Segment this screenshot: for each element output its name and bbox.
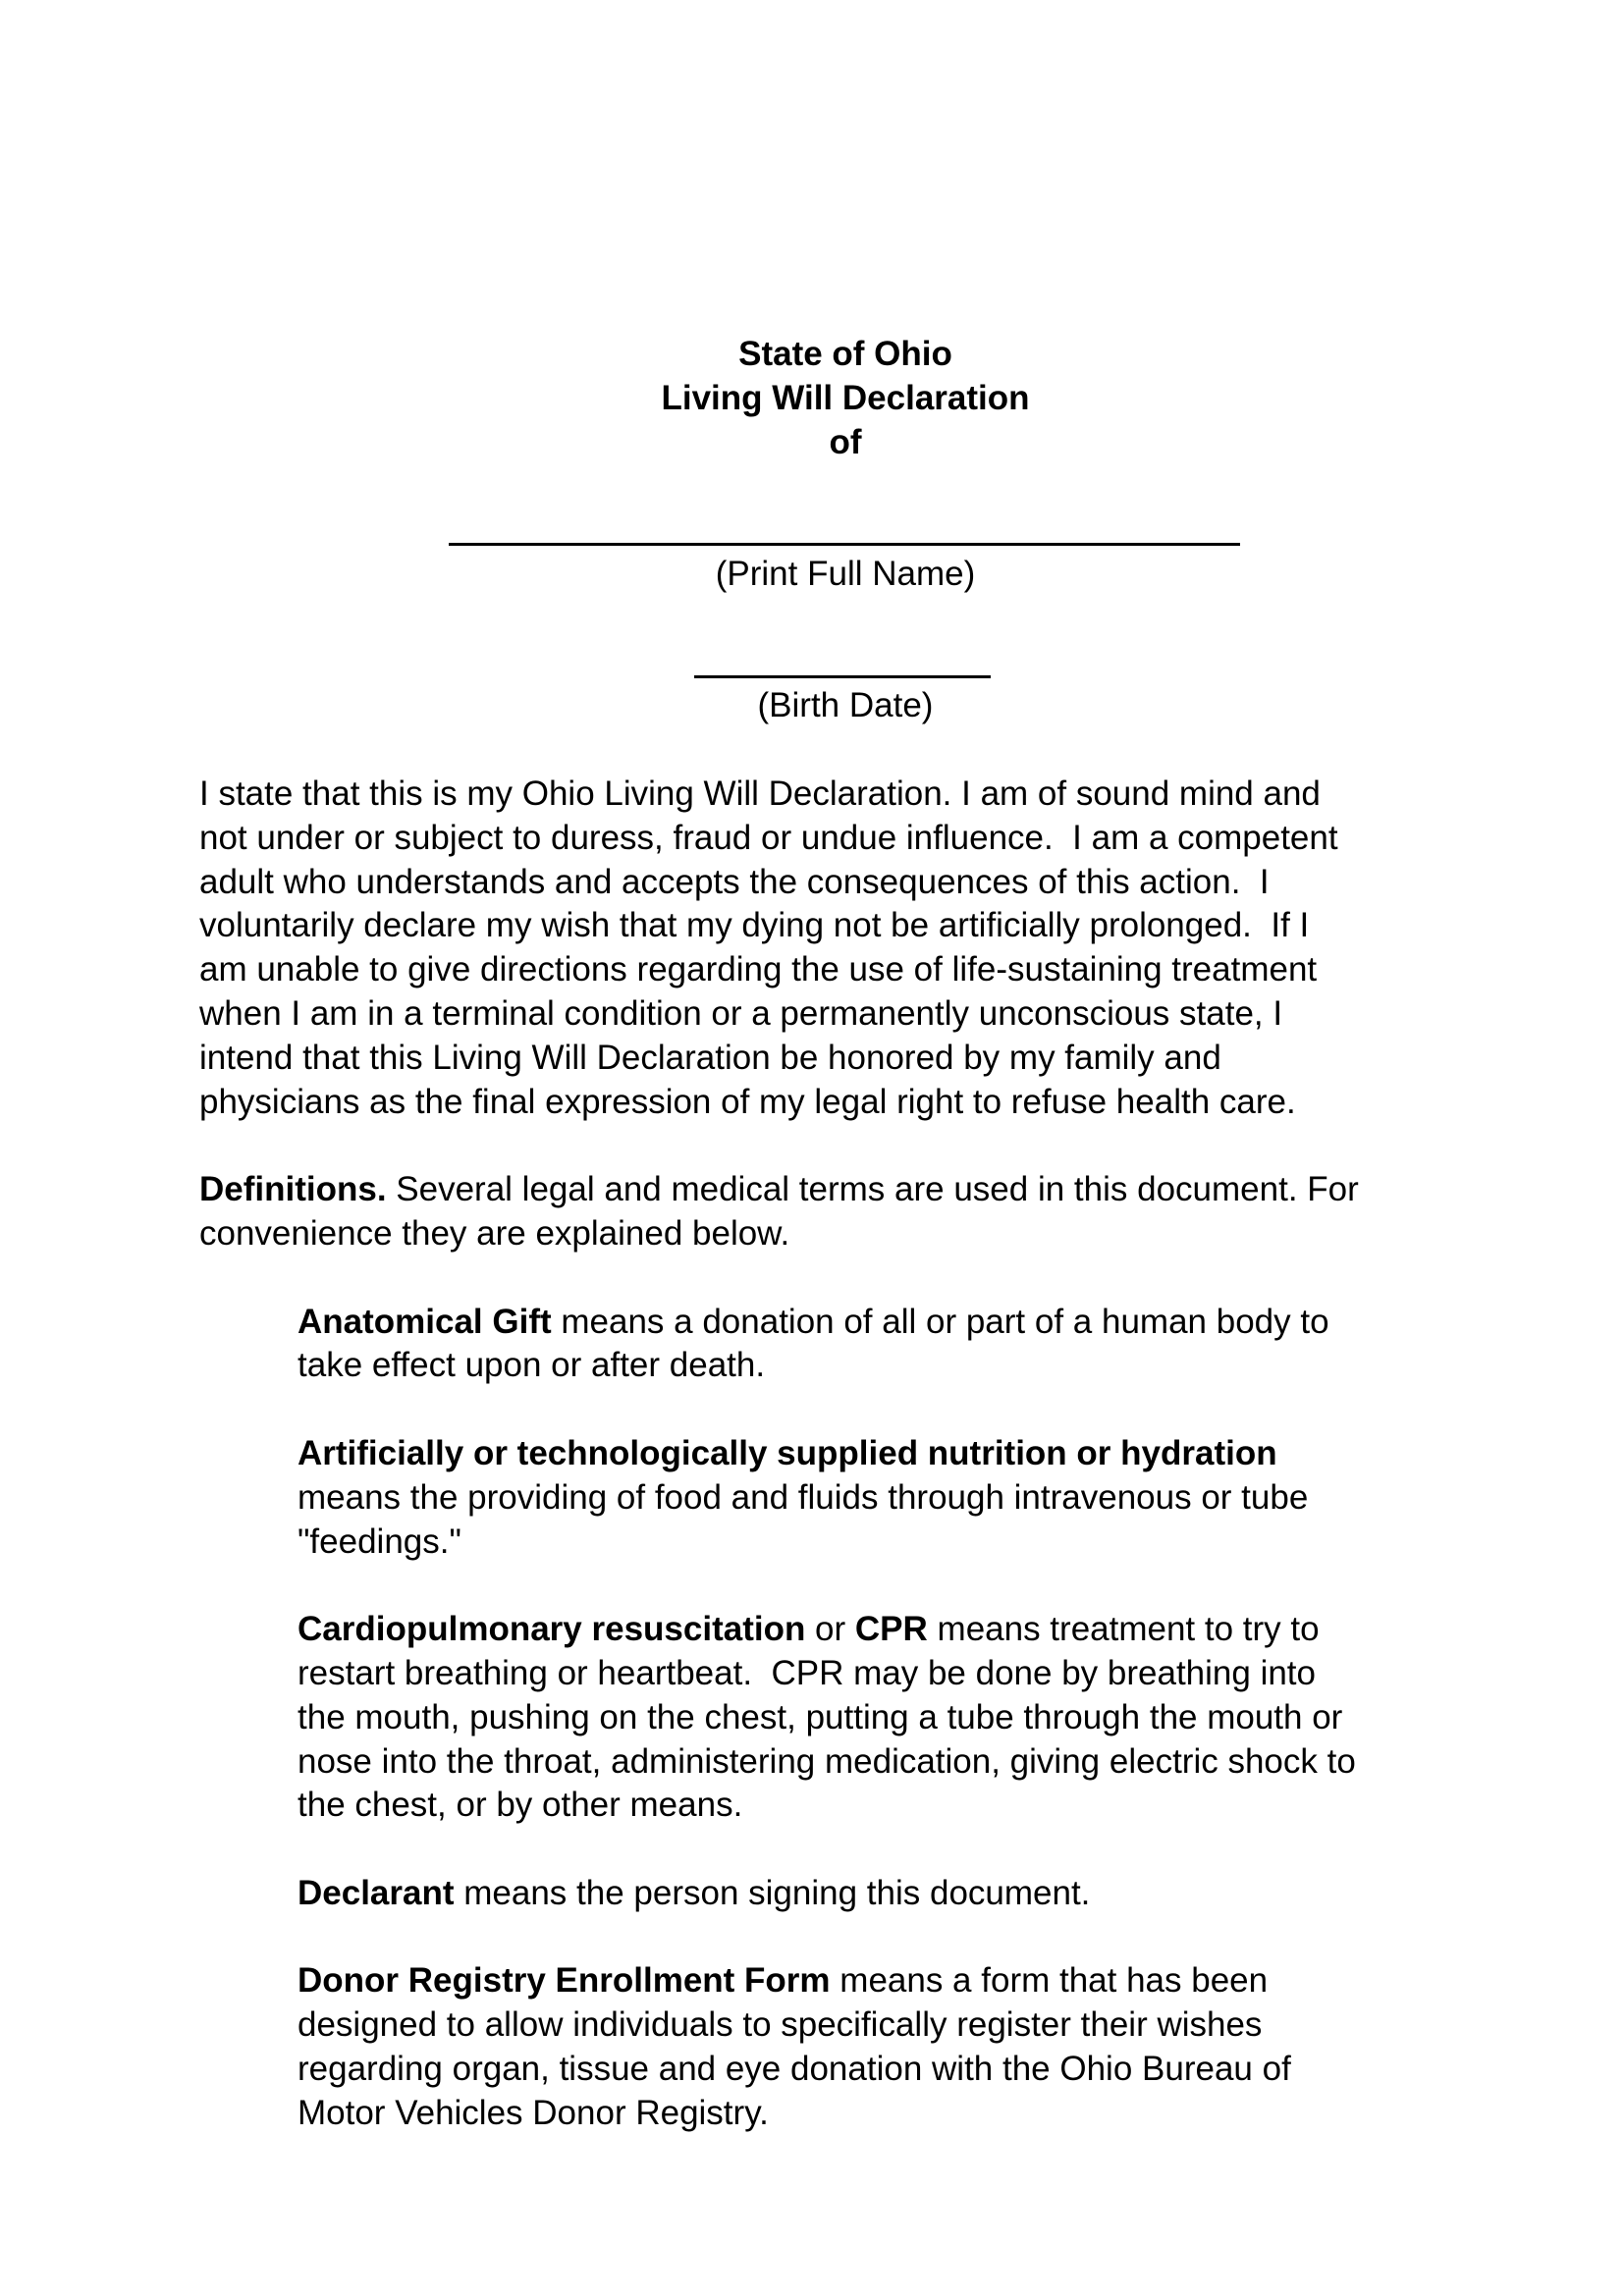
definition-donor-registry-form (199, 1959, 1495, 2135)
statement-line: not under or subject to duress, fraud or undue influence. I am a competent (199, 818, 1338, 857)
definition-line: nose into the throat, administering medication, giving electric shock to (298, 1741, 1356, 1781)
definition-term: Donor Registry Enrollment Form (298, 1961, 831, 2001)
full-name-label: (Print Full Name) (715, 554, 976, 593)
definitions-intro (199, 1168, 1495, 1256)
definition-anatomical-gift (199, 1301, 1495, 1389)
definitions-intro-line (199, 1168, 1495, 1212)
definition-line: designed to allow individuals to specifically register their wishes (298, 2005, 1263, 2045)
spacer (199, 728, 1495, 773)
definition-line (298, 1432, 1495, 1476)
definition-text: means a donation of all or part of a human body to (551, 1302, 1329, 1341)
definition-declarant (199, 1872, 1495, 1916)
definition-line (298, 1959, 1495, 2003)
definition-text: means a form that has been (830, 1961, 1269, 2001)
statement-line: am unable to give directions regarding the use of life-sustaining treatment (199, 950, 1318, 989)
definition-term: Artificially or technologically supplied nutrition or hydration (298, 1433, 1277, 1472)
definition-line (298, 1872, 1495, 1916)
document-title (199, 333, 1495, 464)
birth-date-underline[interactable] (694, 675, 991, 678)
definition-line: "feedings." (298, 1522, 461, 1561)
statement-line: adult who understands and accepts the consequences of this action. I (199, 862, 1270, 901)
spacer (199, 1828, 1495, 1872)
definition-line (298, 1608, 1495, 1652)
definition-text: means treatment to try to (927, 1610, 1320, 1649)
full-name-underline[interactable] (449, 543, 1240, 546)
document-body (199, 333, 1495, 2136)
definition-line: the mouth, pushing on the chest, putting a tube through the mouth or (298, 1697, 1343, 1736)
definition-term: Cardiopulmonary resuscitation (298, 1610, 806, 1649)
spacer (199, 1916, 1495, 1960)
definitions-intro-text: Several legal and medical terms are used in this document. For (386, 1170, 1359, 1209)
spacer (199, 1256, 1495, 1301)
definition-line: Motor Vehicles Donor Registry. (298, 2093, 769, 2132)
statement-line: I state that this is my Ohio Living Will Declaration. I am of sound mind and (199, 774, 1321, 813)
definition-line: the chest, or by other means. (298, 1786, 743, 1825)
spacer (199, 597, 1495, 641)
definition-line: regarding organ, tissue and eye donation with the Ohio Bureau of (298, 2050, 1291, 2089)
definition-term-abbreviation: CPR (854, 1610, 928, 1649)
title-declaration: Living Will Declaration (661, 378, 1030, 417)
statement-line: when I am in a terminal condition or a permanently unconscious state, I (199, 993, 1283, 1033)
definition-term: Declarant (298, 1873, 455, 1912)
statement-line: voluntarily declare my wish that my dying not be artificially prolonged. If I (199, 906, 1310, 945)
title-of: of (829, 422, 862, 461)
definition-line: restart breathing or heartbeat. CPR may be done by breathing into (298, 1653, 1316, 1692)
spacer (199, 1564, 1495, 1608)
definition-text: means the person signing this document. (454, 1873, 1091, 1912)
definition-artificial-nutrition (199, 1432, 1495, 1564)
definition-cpr (199, 1608, 1495, 1828)
birth-date-field[interactable] (199, 641, 1495, 685)
definition-connector: or (805, 1610, 855, 1649)
birth-date-label: (Birth Date) (757, 686, 934, 725)
definition-term: Anatomical Gift (298, 1302, 552, 1341)
definition-line: means the providing of food and fluids through intravenous or tube (298, 1477, 1309, 1517)
definitions-heading: Definitions. (199, 1170, 387, 1209)
title-state: State of Ohio (738, 335, 952, 373)
spacer (199, 1388, 1495, 1432)
spacer (199, 464, 1495, 508)
definition-line: take effect upon or after death. (298, 1346, 766, 1385)
spacer (199, 1124, 1495, 1168)
full-name-field[interactable] (199, 508, 1495, 553)
declaration-statement (199, 773, 1495, 1124)
statement-line: physicians as the final expression of my legal right to refuse health care. (199, 1082, 1296, 1121)
definitions-intro-line: convenience they are explained below. (199, 1213, 790, 1253)
definition-line (298, 1301, 1495, 1345)
statement-line: intend that this Living Will Declaration be honored by my family and (199, 1038, 1221, 1077)
